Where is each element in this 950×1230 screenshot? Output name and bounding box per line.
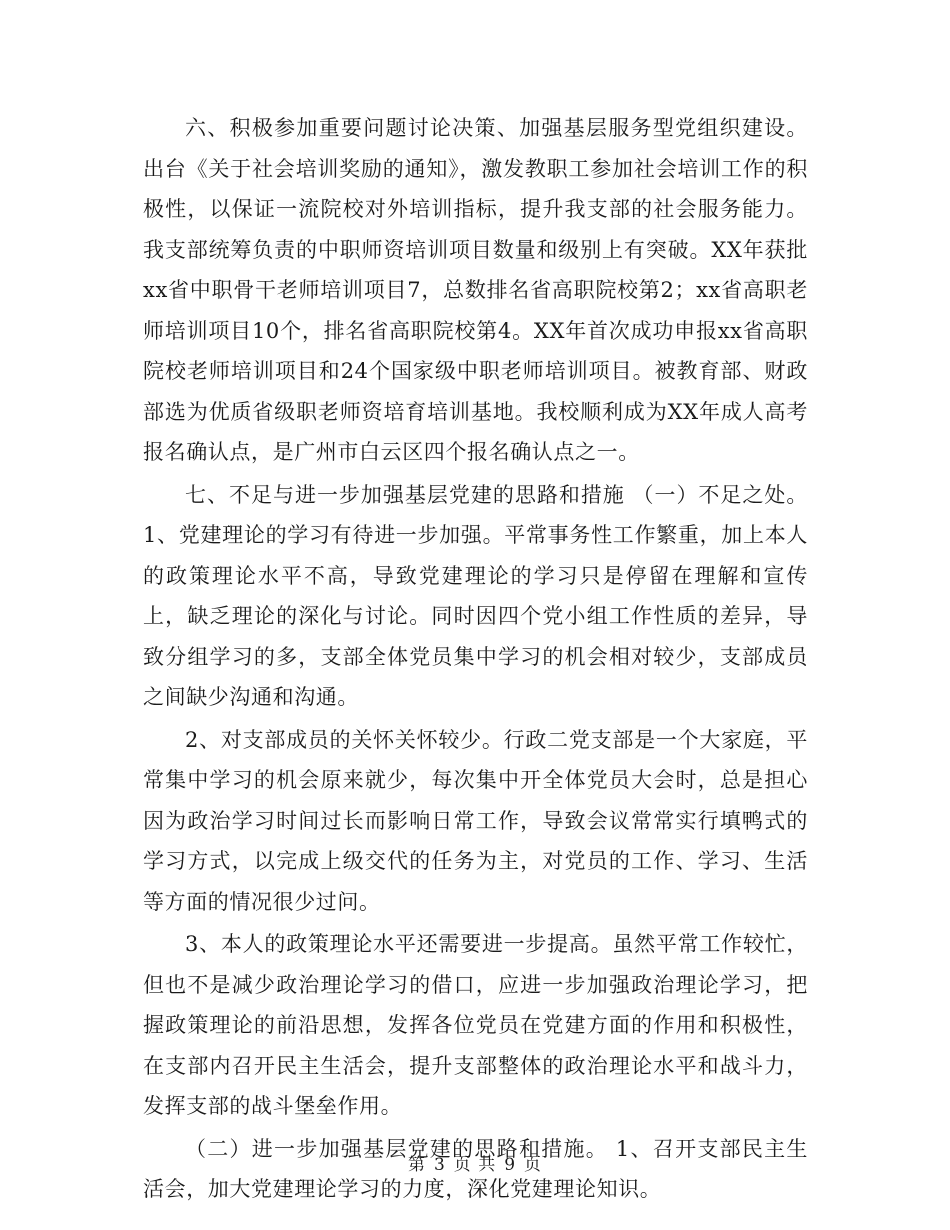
footer-prefix: 第 bbox=[407, 1155, 426, 1175]
footer-total-pages: 9 bbox=[504, 1155, 517, 1175]
paragraph-section-6: 六、积极参加重要问题讨论决策、加强基层服务型党组织建设。出台《关于社会培训奖励的通知》，激发教职工参加社会培训工作的积极性，以保证一流院校对外培训指标，提升我支部的社会服务能力。我支部统筹负责的中职师资培训项目数量和级别上有突破。XX年获批xx省中职骨干老师培训项目7，总数排名省高职院校第2；xx省高职老师培训项目10个，排名省高职院校第4。XX年首次成功申报xx省高职院校老师培训项目和24个国家级中职老师培训项目。被教育部、财政部选为优质省级职老师资培育培训基地。我校顺利成为XX年成人高考报名确认点，是广州市白云区四个报名确认点之一。 bbox=[143, 116, 808, 464]
paragraph-item-2: 2、对支部成员的关怀关怀较少。行政二党支部是一个大家庭，平常集中学习的机会原来就少，每次集中开全体党员大会时，总是担心因为政治学习时间过长而影响日常工作，导致会议常常实行填鸭式的学习方式，以完成上级交代的任务为主，对党员的工作、学习、生活等方面的情况很少过问。 bbox=[143, 727, 808, 914]
page-footer bbox=[0, 1150, 950, 1175]
paragraph-section-7: 七、不足与进一步加强基层党建的思路和措施 （一）不足之处。1、党建理论的学习有待进一步加强。平常事务性工作繁重，加上本人的政策理论水平不高，导致党建理论的学习只是停留在理解和宣传上，缺乏理论的深化与讨论。同时因四个党小组工作性质的差异，导致分组学习的多，支部全体党员集中学习的机会相对较少，支部成员之间缺少沟通和沟通。 bbox=[143, 482, 808, 709]
footer-middle: 页 共 bbox=[453, 1155, 497, 1175]
paragraph-measures: （二）进一步加强基层党建的思路和措施。 1、召开支部民主生活会，加大党建理论学习的力度，深化党建理论知识。 bbox=[143, 1136, 808, 1201]
footer-suffix: 页 bbox=[524, 1155, 543, 1175]
footer-current-page: 3 bbox=[433, 1155, 446, 1175]
document-body bbox=[143, 108, 808, 1210]
paragraph-item-3: 3、本人的政策理论水平还需要进一步提高。虽然平常工作较忙，但也不是减少政治理论学习的借口，应进一步加强政治理论学习，把握政策理论的前沿思想，发挥各位党员在党建方面的作用和积极性，在支部内召开民主生活会，提升支部整体的政治理论水平和战斗力，发挥支部的战斗堡垒作用。 bbox=[143, 932, 808, 1118]
